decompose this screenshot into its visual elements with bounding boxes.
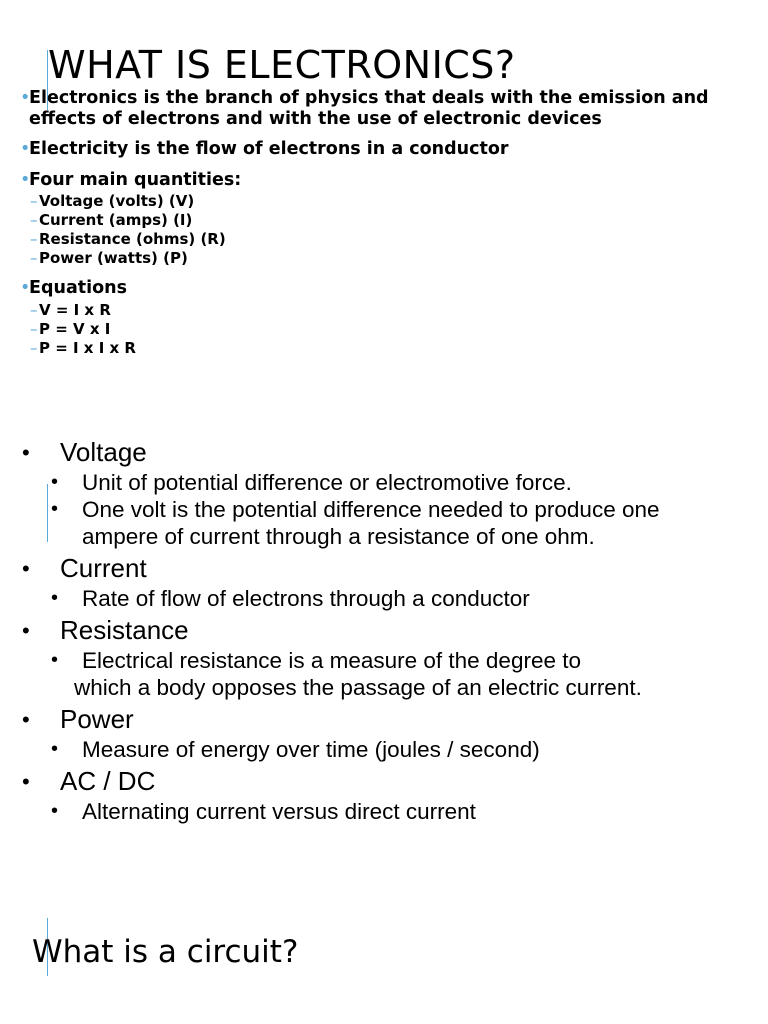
list-item: • Rate of flow of electrons through a conductor xyxy=(51,586,530,611)
intro-section xyxy=(20,88,750,368)
list-item: – Current (amps) (I) xyxy=(30,211,193,229)
equations-list xyxy=(30,301,750,358)
topic-power: • Power xyxy=(22,704,134,734)
list-item: • Alternating current versus direct current xyxy=(51,799,476,824)
topic-current: • Current xyxy=(22,553,147,583)
list-item: • Measure of energy over time (joules / second) xyxy=(51,737,540,762)
list-item: • Electrical resistance is a measure of the degree to which a body opposes the passage of an electric current. xyxy=(51,648,642,700)
intro-bullet-definition: • Electronics is the branch of physics that deals with the emission and effects of electrons and with the use of electronic devices xyxy=(20,88,709,129)
list-item: – P = I x I x R xyxy=(30,338,136,357)
intro-bullet-electricity: • Electricity is the flow of electrons in a conductor xyxy=(20,139,509,159)
list-item: – V = I x R xyxy=(30,300,111,319)
bullet-marker: • xyxy=(20,278,31,298)
quantities-list xyxy=(30,192,750,268)
topic-resistance: • Resistance xyxy=(22,615,189,645)
bullet-marker: • xyxy=(20,169,31,190)
list-item: • Unit of potential difference or electromotive force. xyxy=(51,470,572,495)
list-item: – Voltage (volts) (V) xyxy=(30,192,195,210)
topics-section xyxy=(20,436,750,825)
page-title: WHAT IS ELECTRONICS? xyxy=(48,43,516,87)
intro-bullet-quantities: • Four main quantities: xyxy=(20,169,242,190)
list-item: – Power (watts) (P) xyxy=(30,249,188,267)
list-item: • One volt is the potential difference needed to produce one ampere of current through a resistance of one ohm. xyxy=(51,497,660,549)
topic-ac-dc: • AC / DC xyxy=(22,766,156,796)
topic-voltage: • Voltage xyxy=(22,437,147,467)
next-section-title: What is a circuit? xyxy=(32,934,299,970)
bullet-marker: • xyxy=(20,88,31,108)
list-item: – Resistance (ohms) (R) xyxy=(30,230,226,248)
list-item: – P = V x I xyxy=(30,319,111,338)
intro-bullet-equations: • Equations xyxy=(20,278,128,298)
bullet-marker: • xyxy=(20,139,31,159)
